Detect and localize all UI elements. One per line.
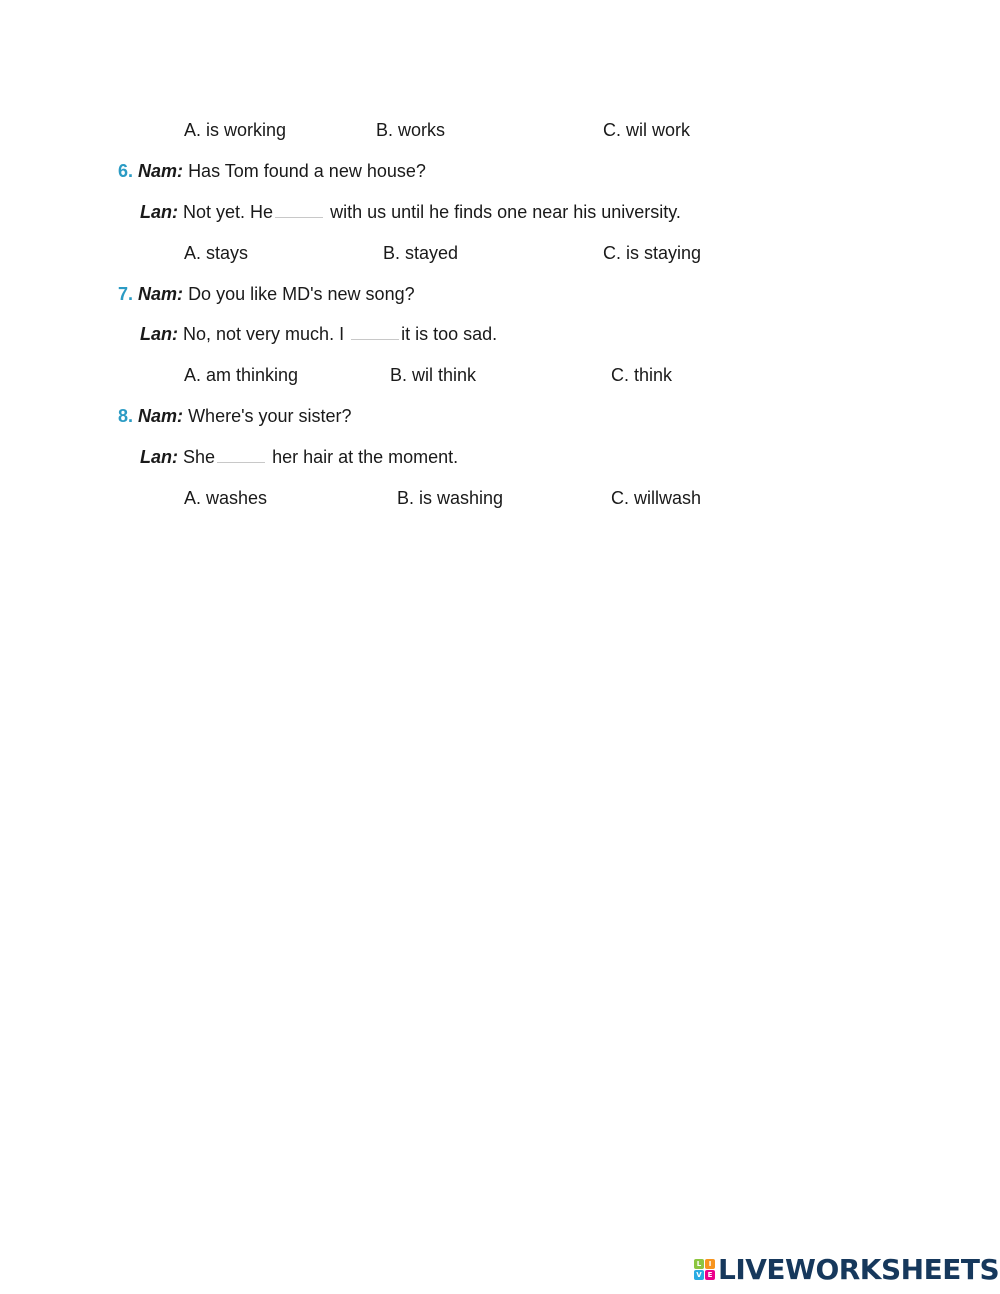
q8-lan-after: her hair at the moment. [272,447,459,467]
liveworksheets-logo [694,1252,999,1286]
q6-answer-blank[interactable] [275,203,323,218]
q8-option-a[interactable]: A. washes [184,488,268,508]
q6-lan-after: with us until he finds one near his university. [330,202,681,222]
q5-option-c[interactable]: C. wil work [603,120,691,140]
q7-option-b[interactable]: B. wil think [390,365,477,385]
q8-option-b[interactable]: B. is washing [397,488,504,508]
q7-lan-after: it is too sad. [401,324,498,344]
q8-answer-blank[interactable] [217,448,265,463]
q6-nam-speaker: Nam: [138,161,184,181]
q8-number: 8. [118,406,134,426]
logo-tile: L [694,1259,704,1269]
q8-lan-speaker: Lan: [140,447,178,467]
q8-nam-speaker: Nam: [138,406,184,426]
q7-number: 7. [118,284,134,304]
q6-number: 6. [118,161,134,181]
q7-option-c[interactable]: C. think [611,365,673,385]
q7-nam-line [118,283,415,305]
q6-option-c[interactable]: C. is staying [603,243,702,263]
q6-nam-line [118,160,426,182]
q7-answer-blank[interactable] [351,325,399,340]
q6-option-b[interactable]: B. stayed [383,243,459,263]
q7-lan-speaker: Lan: [140,324,178,344]
q7-lan-line [140,323,497,345]
logo-tile: V [694,1270,704,1280]
q8-lan-before: She [183,447,216,467]
q7-nam-speaker: Nam: [138,284,184,304]
q6-lan-before: Not yet. He [183,202,274,222]
q7-lan-before: No, not very much. I [183,324,345,344]
q5-option-a[interactable]: A. is working [184,120,287,140]
logo-tile: E [705,1270,715,1280]
q6-lan-speaker: Lan: [140,202,178,222]
q7-option-a[interactable]: A. am thinking [184,365,299,385]
q7-nam-text: Do you like MD's new song? [188,284,415,304]
logo-tile: I [705,1259,715,1269]
q8-nam-text: Where's your sister? [188,406,352,426]
logo-icon [694,1259,715,1280]
q8-nam-line [118,405,352,427]
logo-text: LIVEWORKSHEETS [718,1252,1000,1286]
q6-option-a[interactable]: A. stays [184,243,249,263]
q5-option-b[interactable]: B. works [376,120,446,140]
q6-lan-line [140,201,681,223]
q8-lan-line [140,446,458,468]
q8-option-c[interactable]: C. willwash [611,488,702,508]
q6-nam-text: Has Tom found a new house? [188,161,426,181]
